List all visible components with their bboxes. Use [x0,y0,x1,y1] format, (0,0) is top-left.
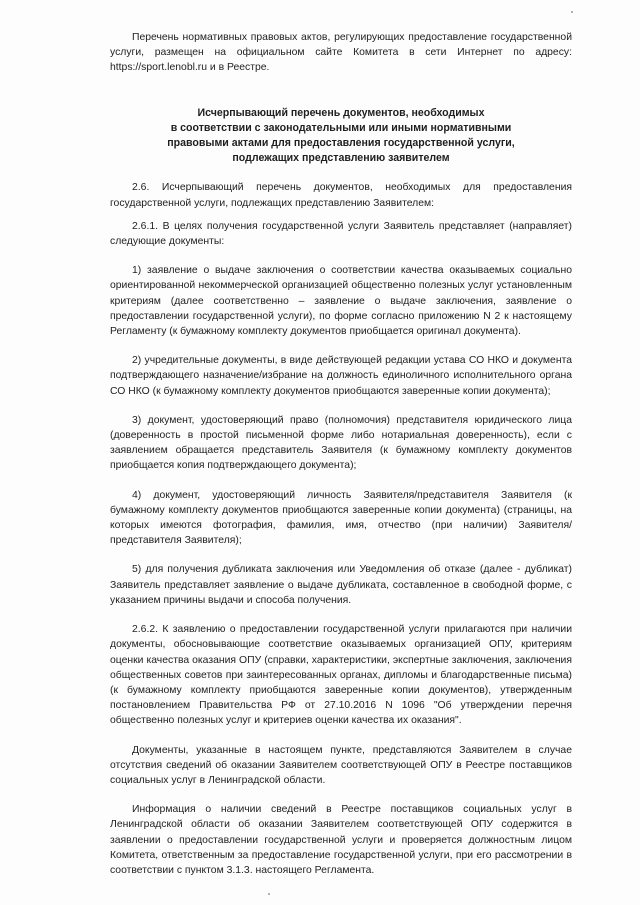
heading-line: в соответствии с законодательными или иными нормативными [170,121,512,134]
scan-speck [571,11,573,13]
document-body [110,30,572,878]
section-heading [110,106,572,167]
list-item-2: 2) учредительные документы, в виде действующей редакции устава СО НКО и документа подтверждающего назначение/избрание на должность единоличного исполнительного органа СО НКО (к бумажному комплекту документов приобщаются заверенные копии документа); [110,355,572,397]
list-item-1: 1) заявление о выдаче заключения о соответствии качества оказываемых социально ориентированной некоммерческой организацией общественно полезных услуг установленным критериям (далее соответственно – заявление о выдаче заключения, заявление о предоставлении государственной услуги), по форме согласно приложению N 2 к настоящему Регламенту (к бумажному комплекту документов приобщается оригинал документа). [110,265,572,338]
paragraph-2-6: 2.6. Исчерпывающий перечень документов, необходимых для предоставления государственной услуги, подлежащих представлению Заявителем: [110,182,572,209]
list-item-3: 3) документ, удостоверяющий право (полномочия) представителя юридического лица (доверенность в простой письменной форме либо нотариальная доверенность), если с заявлением обращается представитель Заявителя (к бумажному комплекту документов приобщается копия подтверждающего документа); [110,414,572,472]
intro-paragraph: Перечень нормативных правовых актов, регулирующих предоставление государственной услуги, размещен на официальном сайте Комитета в сети Интернет по адресу: https://sport.lenobl.ru и в Реестре. [110,32,572,74]
heading-line: Исчерпывающий перечень документов, необходимых [197,106,485,119]
paragraph-2-6-2: 2.6.2. К заявлению о предоставлении государственной услуги прилагаются при наличии документы, обосновывающие соответствие оказываемых организацией ОПУ, критериям оценки качества оказания ОПУ (справки, характеристики, экспертные заключения, заключения общественных советов при заинтересованных органах, дипломы и благодарственные письма) (к бумажному комплекту приобщаются заверенные копии документов), утвержденным постановлением Правительства РФ от 27.10.2016 N 1096 "Об утверждении перечня общественно полезных услуг и критериев оценки качества их оказания". [110,624,572,727]
scan-speck [268,893,270,895]
heading-line: правовыми актами для предоставления государственной услуги, [167,137,515,150]
heading-line: подлежащих представлению заявителем [232,152,450,165]
list-item-4: 4) документ, удостоверяющий личность Заявителя/представителя Заявителя (к бумажному комплекту документов приобщаются заверенные копии документа) (страницы, на которых имеются фотография, фамилия, имя, отчество (при наличии) Заявителя/представителя Заявителя); [110,489,572,547]
list-item-5: 5) для получения дубликата заключения или Уведомления об отказе (далее - дубликат) Заявитель представляет заявление о выдаче дубликата, составленное в свободной форме, с указанием причины выдачи и способа получения. [110,564,572,606]
paragraph-2-6-1: 2.6.1. В целях получения государственной услуги Заявитель представляет (направляет) следующие документы: [110,220,572,248]
registry-info: Информация о наличии сведений в Реестре поставщиков социальных услуг в Ленинградской области об оказании Заявителем соответствующей ОПУ содержится в заявлении о предоставлении государственной услуги и проверяется должностным лицом Комитета, ответственным за предоставление государственной услуги, при его рассмотрении в соответствии с пунктом 3.1.3. настоящего Регламента. [110,804,572,876]
documents-note: Документы, указанные в настоящем пункте, представляются Заявителем в случае отсутствия сведений об оказании Заявителем соответствующей ОПУ в Реестре поставщиков социальных услуг в Ленинградской области. [110,744,572,786]
